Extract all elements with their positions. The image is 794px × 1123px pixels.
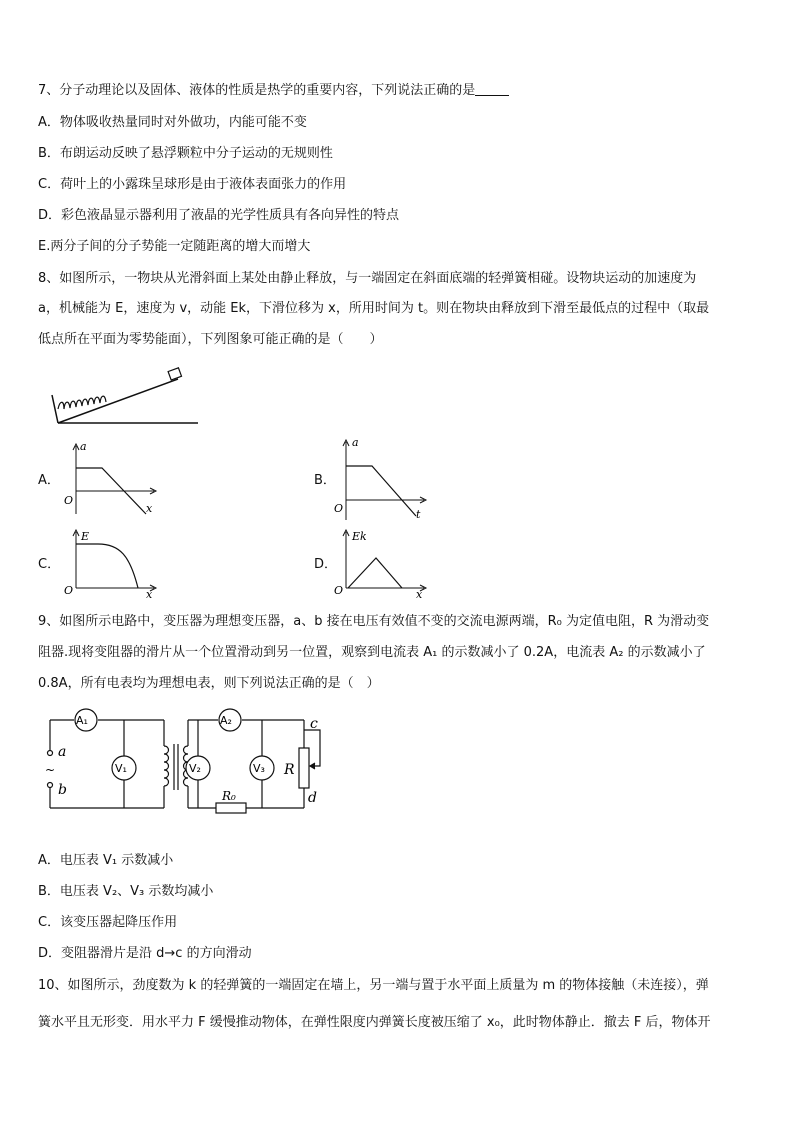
v1-label: V₁ [115, 762, 127, 775]
y-axis-label: Ek [352, 530, 367, 543]
incline-spring-figure [50, 365, 205, 430]
incline-end-wall [52, 395, 58, 423]
e-x-curve [76, 544, 138, 588]
q7-option-d: D．彩色液晶显示器利用了液晶的光学性质具有各向异性的特点 [38, 208, 400, 223]
q7-option-c: C．荷叶上的小露珠呈球形是由于液体表面张力的作用 [38, 177, 347, 192]
origin-label: O [64, 584, 74, 597]
circuit-diagram [40, 708, 340, 823]
graph-c [62, 528, 162, 601]
terminal-a-label: a [58, 744, 67, 760]
q9-option-c: C．该变压器起降压作用 [38, 915, 178, 930]
v3-label: V₃ [253, 762, 265, 775]
x-axis-label: x [146, 588, 153, 601]
incline-surface [58, 379, 178, 423]
q9-option-a: A．电压表 V₁ 示数减小 [38, 853, 174, 868]
v2-label: V₂ [189, 762, 201, 775]
terminal-b-label: b [58, 782, 67, 798]
q10-stem-line2: 簧水平且无形变．用水平力 F 缓慢推动物体，在弹性限度内弹簧长度被压缩了 x₀，此时物体静止．撤去 F 后，物体开 [38, 1015, 711, 1030]
y-axis-label: E [81, 530, 90, 543]
q9-option-d: D．变阻器滑片是沿 d→c 的方向滑动 [38, 946, 252, 961]
a1-label: A₁ [76, 714, 88, 727]
q8-option-b-label: B． [314, 473, 336, 488]
x-axis-label: x [416, 588, 423, 601]
slider-d-label: d [308, 790, 317, 806]
q10-stem-line1: 10、如图所示，劲度数为 k 的轻弹簧的一端固定在墙上，另一端与置于水平面上质量为 m 的物体接触（未连接），弹 [38, 978, 709, 993]
a2-label: A₂ [220, 714, 232, 727]
a-t-curve [346, 466, 416, 516]
q7-option-b: B．布朗运动反映了悬浮颗粒中分子运动的无规则性 [38, 146, 333, 161]
y-axis-label: a [80, 440, 87, 453]
r0-label: R₀ [222, 789, 236, 803]
q8-stem-line1: 8、如图所示，一物块从光滑斜面上某处由静止释放，与一端固定在斜面底端的轻弹簧相碰。设物块运动的加速度为 [38, 271, 697, 286]
spring [58, 396, 106, 409]
q7-option-a: A．物体吸收热量同时对外做功，内能可能不变 [38, 115, 307, 130]
q9-stem-line3: 0.8A，所有电表均为理想电表，则下列说法正确的是（ ） [38, 676, 380, 691]
r0-resistor [216, 803, 246, 813]
q7-option-e: E.两分子间的分子势能一定随距离的增大而增大 [38, 239, 311, 254]
q8-stem-line3: 低点所在平面为零势能面），下列图象可能正确的是（ ） [38, 332, 383, 347]
q8-option-a-label: A． [38, 473, 60, 488]
q7-stem: 7、分子动理论以及固体、液体的性质是热学的重要内容，下列说法正确的是 [38, 82, 509, 100]
slider-c-label: c [310, 716, 318, 732]
answer-blank [475, 83, 509, 96]
origin-label: O [64, 494, 74, 507]
x-axis-label: t [416, 508, 421, 521]
graph-a [62, 440, 162, 520]
q9-stem-line2: 阻器.现将变阻器的滑片从一个位置滑动到另一位置，观察到电流表 A₁ 的示数减小了 0.2A，电流表 A₂ 的示数减小了 [38, 645, 706, 660]
origin-label: O [334, 502, 344, 515]
primary-coil [164, 746, 169, 786]
block [168, 368, 181, 380]
q8-stem-line2: a，机械能为 E，速度为 v，动能 Ek，下滑位移为 x，所用时间为 t。则在物块由释放到下滑至最低点的过程中（取最 [38, 301, 710, 316]
rheostat-r [299, 748, 309, 788]
ac-source-symbol: ~ [45, 763, 56, 777]
x-axis-label: x [146, 502, 153, 515]
graph-b [332, 436, 432, 520]
y-axis-label: a [352, 436, 359, 449]
q8-option-c-label: C． [38, 557, 61, 572]
q9-option-b: B．电压表 V₂、V₃ 示数均减小 [38, 884, 214, 899]
q8-option-d-label: D． [314, 557, 338, 572]
origin-label: O [334, 584, 344, 597]
ek-x-curve [348, 558, 402, 588]
q9-stem-line1: 9、如图所示电路中，变压器为理想变压器，a、b 接在电压有效值不变的交流电源两端，R₀ 为定值电阻，R 为滑动变 [38, 614, 710, 629]
rheostat-r-label: R [284, 762, 295, 778]
graph-d [332, 528, 432, 601]
